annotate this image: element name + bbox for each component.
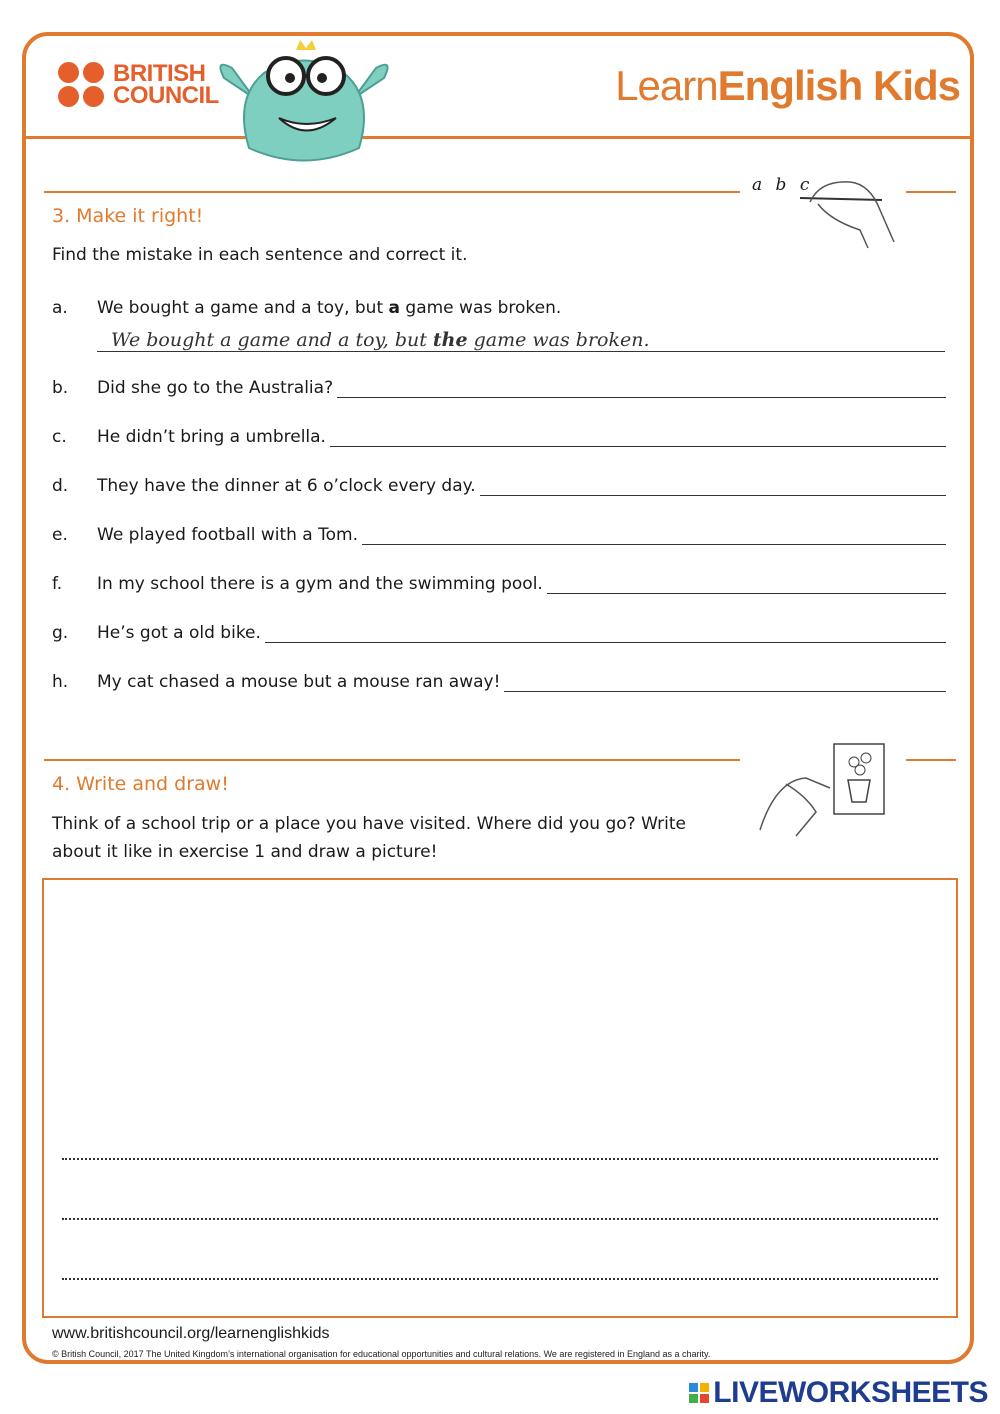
section4-title: 4. Write and draw! xyxy=(52,773,229,795)
question-letter: a. xyxy=(52,298,68,318)
question-sentence: My cat chased a mouse but a mouse ran away! xyxy=(97,672,501,692)
question-letter: d. xyxy=(52,476,69,496)
writing-line[interactable] xyxy=(62,1158,938,1160)
question-row xyxy=(52,617,946,643)
section3-rule-right xyxy=(906,191,956,193)
answer-line[interactable] xyxy=(362,524,946,545)
brand-line-2: COUNCIL xyxy=(113,81,219,109)
example-question-row xyxy=(52,292,946,318)
writing-line[interactable] xyxy=(62,1218,938,1220)
section4-instruction-1: Think of a school trip or a place you have visited. Where did you go? Write xyxy=(52,814,686,834)
question-letter: e. xyxy=(52,525,68,545)
question-row xyxy=(52,519,946,545)
answer-line[interactable] xyxy=(480,475,946,496)
question-row xyxy=(52,470,946,496)
answer-line[interactable] xyxy=(504,671,946,692)
learnenglish-kids-logo: LearnEnglish Kids xyxy=(615,62,960,109)
brand-line-1: BRITISH xyxy=(113,59,206,87)
example-sentence: We bought a game and a toy, but a game was broken. xyxy=(97,298,562,318)
writing-hand-icon xyxy=(790,170,900,250)
liveworksheets-watermark: LIVEWORKSHEETS xyxy=(689,1376,988,1410)
writing-line[interactable] xyxy=(62,1278,938,1280)
question-letter: b. xyxy=(52,378,69,398)
question-sentence: He didn’t bring a umbrella. xyxy=(97,427,326,447)
footer-url: www.britishcouncil.org/learnenglishkids xyxy=(52,1325,330,1342)
liveworksheets-icon xyxy=(689,1383,709,1403)
section4-rule xyxy=(44,759,740,761)
answer-line[interactable] xyxy=(265,622,946,643)
question-sentence: We played football with a Tom. xyxy=(97,525,358,545)
question-row xyxy=(52,372,946,398)
section3-title: 3. Make it right! xyxy=(52,205,204,227)
answer-line[interactable] xyxy=(337,377,946,398)
section4-rule-right xyxy=(906,759,956,761)
question-sentence: He’s got a old bike. xyxy=(97,623,261,643)
question-row xyxy=(52,568,946,594)
example-answer: We bought a game and a toy, but the game was broken. xyxy=(97,328,945,352)
header-divider xyxy=(26,136,972,139)
question-letter: g. xyxy=(52,623,69,643)
british-council-dots-icon xyxy=(58,62,105,107)
question-letter: c. xyxy=(52,427,67,447)
monster-mascot-icon xyxy=(214,38,394,168)
abc-label: a b c xyxy=(752,175,814,195)
answer-line[interactable] xyxy=(547,573,946,594)
question-sentence: Did she go to the Australia? xyxy=(97,378,334,398)
question-letter: f. xyxy=(52,574,63,594)
section4-instruction-2: about it like in exercise 1 and draw a picture! xyxy=(52,842,438,862)
british-council-logo xyxy=(58,59,219,109)
question-letter: h. xyxy=(52,672,69,692)
footer-copyright: © British Council, 2017 The United Kingdom’s international organisation for educational opportunities and cultural relations. We are registered in England as a charity. xyxy=(52,1349,711,1359)
drawing-hand-icon xyxy=(756,740,896,840)
drawing-area[interactable] xyxy=(42,878,958,1318)
question-row xyxy=(52,421,946,447)
answer-line[interactable] xyxy=(330,426,946,447)
section3-rule xyxy=(44,191,740,193)
question-row xyxy=(52,666,946,692)
question-sentence: They have the dinner at 6 o’clock every day. xyxy=(97,476,476,496)
section3-instruction: Find the mistake in each sentence and correct it. xyxy=(52,245,468,265)
question-sentence: In my school there is a gym and the swimming pool. xyxy=(97,574,543,594)
